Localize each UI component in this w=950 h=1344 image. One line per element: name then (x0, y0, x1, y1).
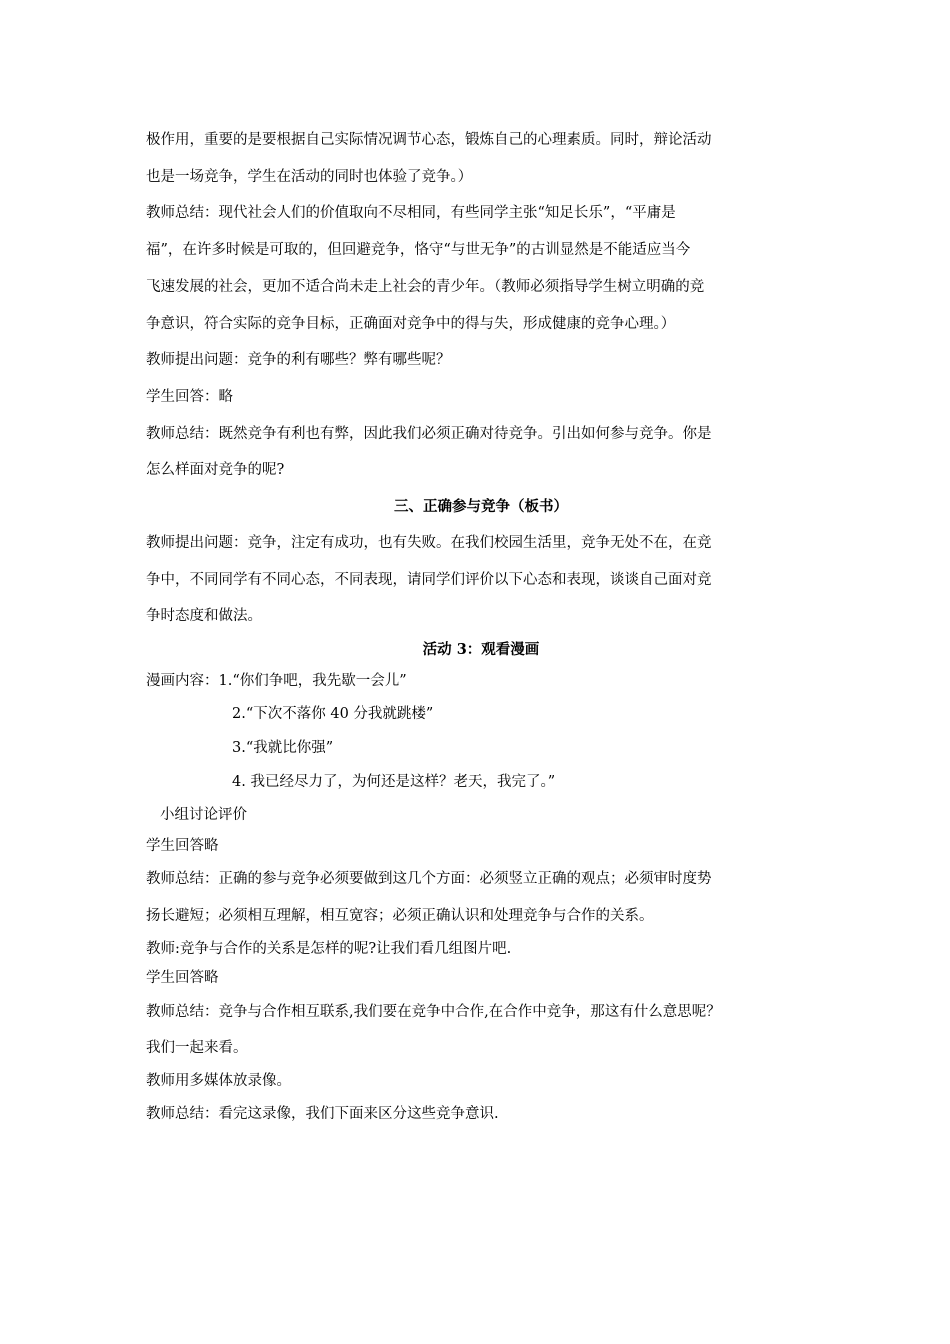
student-answer-line: 学生回答略 (146, 970, 219, 987)
student-answer-line: 学生回答略 (146, 837, 219, 854)
text-line: 教师总结：既然竞争有利也有弊，因此我们必须正确对待竞争。引出如何参与竞争。你是 (146, 425, 712, 442)
text-line: 教师总结：正确的参与竞争必须要做到这几个方面：必须竖立正确的观点；必须审时度势 (146, 871, 712, 888)
text-line: 极作用，重要的是要根据自己实际情况调节心态，锻炼自己的心理素质。同时，辩论活动 (146, 132, 712, 148)
comic-content-line: 漫画内容：1.“你们争吧，我先歇一会儿” (146, 672, 407, 689)
text-line: 教师提出问题：竞争的利有哪些？弊有哪些呢？ (146, 352, 451, 369)
comic-item: 3.“我就比你强” (232, 739, 334, 756)
text-line: 争中，不同同学有不同心态，不同表现，请同学们评价以下心态和表现，谈谈自己面对竞 (146, 571, 712, 588)
text-line: 争时态度和做法。 (146, 608, 262, 625)
text-line: 怎么样面对竞争的呢? (146, 462, 285, 479)
video-line: 教师用多媒体放录像。 (146, 1072, 291, 1089)
text-line: 扬长避短；必须相互理解，相互宽容；必须正确认识和处理竞争与合作的关系。 (146, 907, 654, 924)
section-heading: 三、正确参与竞争（板书） (394, 498, 568, 516)
group-discussion-line: 小组讨论评价 (160, 806, 247, 823)
document-body (146, 122, 816, 1133)
text-line: 我们一起来看。 (146, 1040, 248, 1057)
text-line: 教师总结：现代社会人们的价值取向不尽相同，有些同学主张“知足长乐”，“平庸是 (146, 205, 676, 222)
text-line: 教师提出问题：竞争，注定有成功，也有失败。在我们校园生活里，竞争无处不在，在竞 (146, 535, 712, 552)
activity-heading: 活动 3：观看漫画 (422, 641, 540, 659)
text-line: 教师总结：竞争与合作相互联系,我们要在竞争中合作,在合作中竞争，那这有什么意思呢？ (146, 1003, 721, 1020)
text-line: 争意识，符合实际的竞争目标，正确面对竞争中的得与失，形成健康的竞争心理。） (146, 315, 676, 332)
text-line: 也是一场竞争，学生在活动的同时也体验了竞争。） (146, 168, 473, 185)
comic-item: 2.“下次不落你 40 分我就跳楼” (232, 705, 434, 722)
text-line: 学生回答：略 (146, 388, 233, 405)
teacher-question-line: 教师:竞争与合作的关系是怎样的呢?让我们看几组图片吧. (146, 940, 512, 957)
comic-item: 4. 我已经尽力了，为何还是这样？老天，我完了。” (232, 773, 556, 790)
text-line: 福”，在许多时候是可取的，但回避竞争，恪守“与世无争”的古训显然是不能适应当今 (146, 242, 691, 259)
text-line: 飞速发展的社会，更加不适合尚未走上社会的青少年。（教师必须指导学生树立明确的竞 (146, 278, 705, 295)
summary-line: 教师总结：看完这录像，我们下面来区分这些竞争意识. (146, 1106, 499, 1123)
